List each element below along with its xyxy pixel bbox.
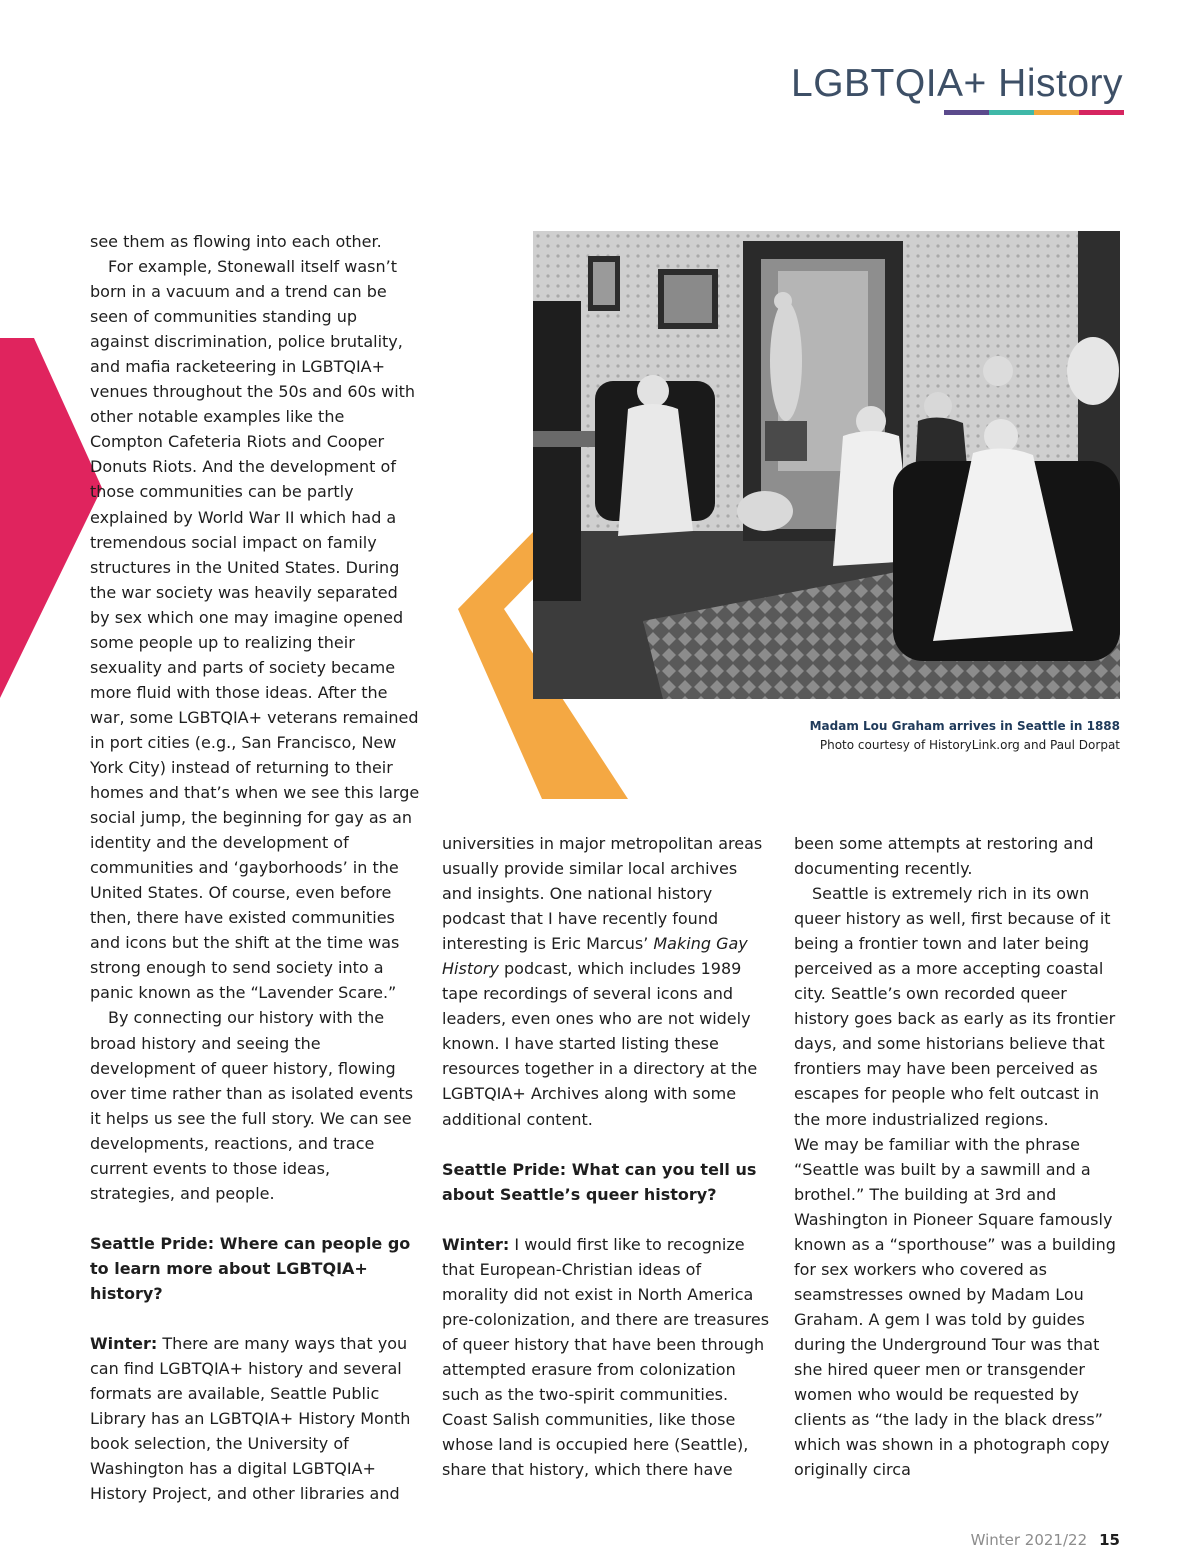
interview-question [90, 1231, 420, 1306]
caption-title: Madam Lou Graham arrives in Seattle in 1888 [809, 719, 1120, 733]
paragraph [442, 831, 772, 1132]
speaker-label: Winter: [90, 1334, 158, 1354]
article-column-3 [794, 831, 1124, 1482]
answer-text: I would first like to recognize that European-Christian ideas of morality did not exist in North America pre-colonization, and there are treasures of queer history that have been through attempted erasure from colonization such as the two-spirit communities. Coast Salish communities, like those whose land is occupied here (Seattle), share that history, which there have [442, 1234, 770, 1480]
podcast-title: Making Gay History [442, 934, 748, 979]
paragraph: been some attempts at restoring and documenting recently. [794, 834, 1094, 879]
paragraph: Seattle is extremely rich in its own queer history as well, first because of it being a frontier town and later being perceived as a more accepting coastal city. Seattle’s own recorded queer history goes back as early as its frontier days, and some historians believe that frontiers may have been perceived as escapes for people who felt outcast in the more industrialized regions. [794, 884, 1116, 1129]
pink-chevron-decoration [0, 338, 102, 698]
paragraph-text: podcast, which includes 1989 tape recordings of several icons and leaders, even ones who are not widely known. I have started listing these resources together in a directory at the LGBTQIA+ Archives along with some additional content. [442, 959, 758, 1129]
historic-parlor-photo [533, 231, 1120, 699]
header-color-rule [944, 110, 1124, 115]
rule-segment-orange [1034, 110, 1079, 115]
photo-caption [810, 717, 1120, 755]
issue-label: Winter 2021/22 [970, 1531, 1088, 1549]
interview-question [442, 1157, 772, 1207]
speaker-label: Winter: [442, 1234, 510, 1254]
interview-answer [442, 1232, 772, 1482]
article-column-2 [442, 831, 772, 1482]
caption-credit: Photo courtesy of HistoryLink.org and Paul Dorpat [819, 738, 1120, 752]
article-column-1 [90, 229, 420, 1506]
question-text: Seattle Pride: Where can people go to learn more about LGBTQIA+ history? [90, 1233, 411, 1303]
page-number: 15 [1099, 1531, 1120, 1549]
paragraph-text: universities in major metropolitan areas usually provide similar local archives and insights. One national history podcast that I have recently found interesting is Eric Marcus’ [442, 834, 763, 954]
rule-segment-purple [944, 110, 989, 115]
page-footer [971, 1531, 1120, 1549]
rule-segment-teal [989, 110, 1034, 115]
interview-answer [90, 1331, 420, 1506]
paragraph: see them as flowing into each other. [90, 232, 382, 251]
paragraph: By connecting our history with the broad history and seeing the development of queer history, flowing over time rather than as isolated events it helps us see the full story. We can see developments, reactions, and trace current events to those ideas, strategies, and people. [90, 1008, 414, 1203]
paragraph: For example, Stonewall itself wasn’t born in a vacuum and a trend can be seen of communities standing up against discrimination, police brutality, and mafia racketeering in LGBTQIA+ venues throughout the 50s and 60s with other notable examples like the Compton Cafeteria Riots and Cooper Donuts Riots. And the development of those communities can be partly explained by World War II which had a tremendous social impact on family structures in the United States. During the war society was heavily separated by sex which one may imagine opened some people up to realizing their sexuality and parts of society became more fluid with those ideas. After the war, some LGBTQIA+ veterans remained in port cities (e.g., San Francisco, New York City) instead of returning to their homes and that’s when we see this large social jump, the beginning for gay as an identity and the development of communities and ‘gayborhoods’ in the United States. Of course, even before then, there have existed communities and icons but the shift at the time was strong enough to send society into a panic known as the “Lavender Scare.” [90, 257, 420, 1003]
question-text: Seattle Pride: What can you tell us about Seattle’s queer history? [442, 1159, 757, 1204]
paragraph: We may be familiar with the phrase “Seattle was built by a sawmill and a brothel.” The building at 3rd and Washington in Pioneer Square famously known as a “sporthouse” was a building for sex workers who covered as seamstresses owned by Madam Lou Graham. A gem I was told by guides during the Underground Tour was that she hired queer men or transgender women who would be requested by clients as “the lady in the black dress” which was shown in a photograph copy originally circa [794, 1134, 1116, 1480]
answer-text: There are many ways that you can find LGBTQIA+ history and several formats are available, Seattle Public Library has an LGBTQIA+ History Month book selection, the University of Washington has a digital LGBTQIA+ History Project, and other libraries and [90, 1334, 411, 1504]
section-title: LGBTQIA+ History [791, 62, 1123, 105]
rule-segment-pink [1079, 110, 1124, 115]
